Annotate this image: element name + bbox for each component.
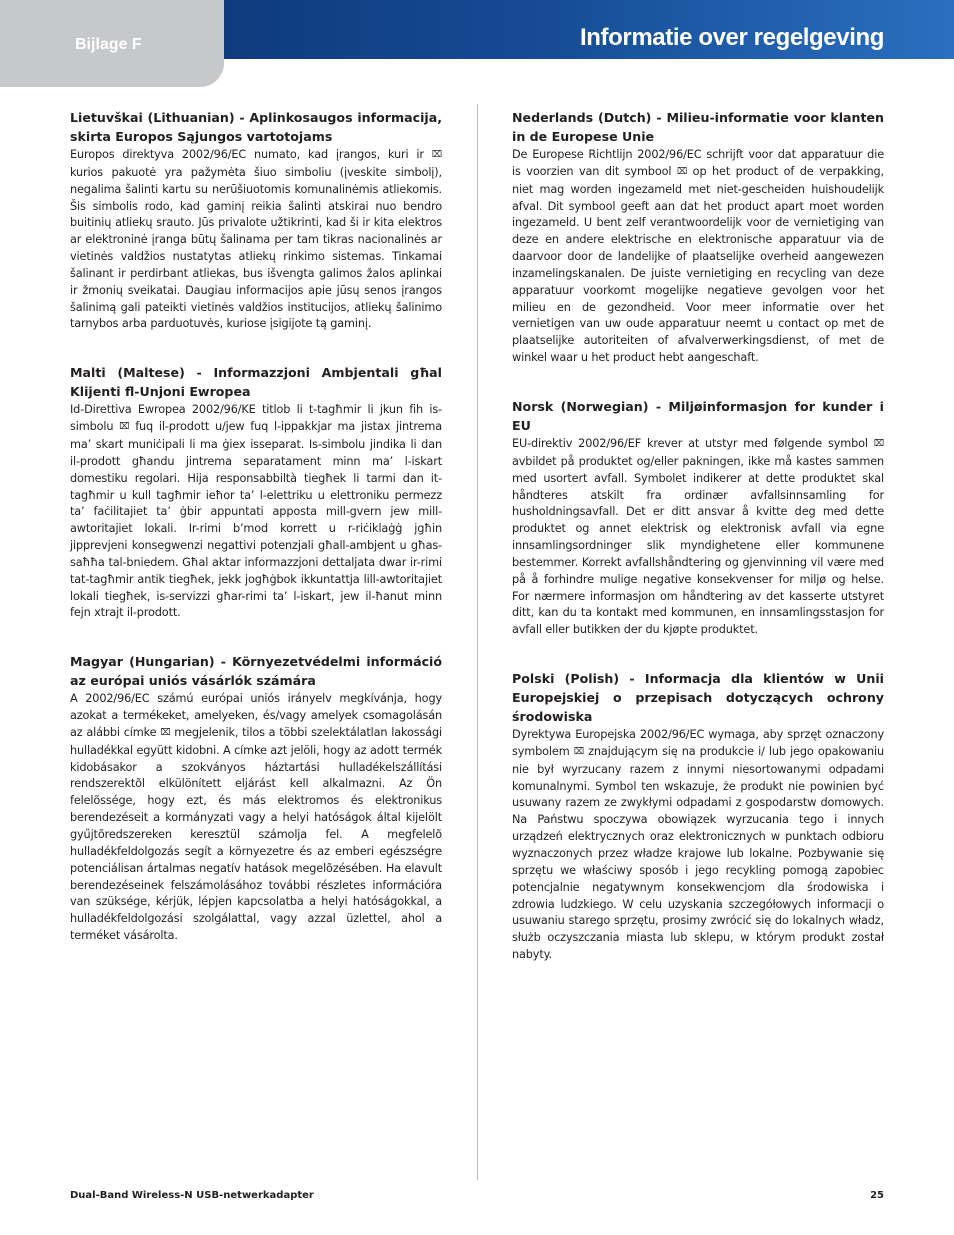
- appendix-tab: [0, 0, 224, 87]
- wheelie-bin-icon: ⌧: [676, 166, 688, 177]
- section-polish: [512, 669, 884, 964]
- section-norwegian: [512, 397, 884, 639]
- section-heading: Malti (Maltese) - Informazzjoni Ambjentali għal Klijenti fl-Unjoni Ewropea: [70, 365, 442, 400]
- section-maltese: [70, 363, 442, 622]
- page-title: Informatie over regelgeving: [580, 24, 884, 51]
- section-heading: Norsk (Norwegian) - Miljøinformasjon for kunder i EU: [512, 398, 884, 433]
- section-heading: Nederlands (Dutch) - Milieu-informatie voor klanten in de Europese Unie: [512, 110, 884, 144]
- section-dutch: [512, 108, 884, 367]
- section-body: Europos direktyva 2002/96/EC numato, kad įrangos, kuri ir ⌧ kurios pakuotė yra pažymėta šiuo simboliu (įveskite simbolį), negalima šalinti kartu su nerūšiuotomis komunalinėmis atliekomis. Šis simbolis rodo, kad gaminį reikia šalinti atskirai nuo bendro buitinių atliekų srauto. Jūs privalote užtikrinti, kad ši ir kita elektros ar elektroninė įranga būtų šalinama per tam tikras nacionalinės ar vietinės valdžios nustatytas atliekų rinkimo sistemas. Tinkamai šalinant ir perdirbant atliekas, bus išvengta galimos žalos aplinkai ir žmonių sveikatai. Daugiau informacijos apie jūsų senos įrangos šalinimą gali pateikti vietinės valdžios institucijos, atliekų šalinimo tarnybos arba parduotuvės, kuriose įsigijote tą gaminį.: [70, 148, 442, 331]
- wheelie-bin-icon: ⌧: [119, 422, 130, 433]
- wheelie-bin-icon: ⌧: [573, 746, 584, 757]
- right-column: [512, 108, 884, 994]
- section-heading: Polski (Polish) - Informacja dla klientów w Unii Europejskiej o przepisach dotyczących ochrony środowiska: [512, 671, 884, 725]
- section-body: De Europese Richtlijn 2002/96/EC schrijft voor dat apparatuur die is voorzien van dit symbool ⌧ op het product of de verpakking, niet mag worden ingezameld met niet-gescheiden huishoudelijk afval. Dit symbool geeft aan dat het product apart moet worden ingezameld. U bent zelf verantwoordelijk voor de vernietiging van deze en andere elektrische en elektronische apparatuur via de daarvoor door de landelijke of plaatselijke overheid aangewezen inzamelingskanalen. De juiste vernietiging en recycling van deze apparatuur voorkomt mogelijke negatieve gevolgen voor het milieu en de gezondheid. Voor meer informatie over het vernietigen van uw oude apparatuur neemt u contact op met de plaatselijke autoriteiten of afvalverwerkingsdienst, of met de winkel waar u het product hebt aangeschaft.: [512, 148, 884, 365]
- column-divider: [477, 104, 478, 1180]
- section-body: A 2002/96/EC számú európai uniós irányelv megkívánja, hogy azokat a termékeket, amelyeken, és/vagy amelyek csomagolásán az alábbi címke ⌧ megjelenik, tilos a többi szelektálatlan lakossági hulladékkal együtt kidobni. A címke azt jelöli, hogy az adott termék kidobásakor a szokványos háztartási hulladékelszállítási rendszerektõl elkülönített eljárást kell alkalmazni. Az Ön felelõssége, hogy ezt, és más elektromos és elektronikus berendezéseit a kormányzati vagy a helyi hatóságok által kijelölt gyűjtõredszereken keresztül számolja fel. A megfelelõ hulladékfeldolgozás segít a környezetre és az emberi egészségre potenciálisan ártalmas negatív hatások megelõzésében. Ha elavult berendezéseinek felszámolásához további részletes információra van szüksége, kérjük, lépjen kapcsolatba a helyi hatóságokkal, a hulladékfeldolgozási szolgálattal, vagy azzal üzlettel, ahol a terméket vásárolta.: [70, 692, 442, 943]
- section-body: EU-direktiv 2002/96/EF krever at utstyr med følgende symbol ⌧ avbildet på produktet og/eller pakningen, ikke må kastes sammen med usortert avfall. Symbolet indikerer at dette produktet skal håndteres atskilt fra ordinær avfallsinnsamling for husholdningsavfall. Det er ditt ansvar å kvitte deg med dette produktet og annet elektrisk og elektronisk avfall via egne innsamlingsordninger slik myndighetene eller kommunene bestemmer. Korrekt avfallshåndtering og gjenvinning vil være med på å forhindre mulige negative konsekvenser for miljø og helse. For nærmere informasjon om håndtering av det kasserte utstyret ditt, kan du ta kontakt med kommunen, en innsamlingsstasjon for avfall eller butikken der du kjøpte produktet.: [512, 436, 884, 637]
- wheelie-bin-icon: ⌧: [160, 727, 171, 738]
- section-hungarian: [70, 652, 442, 945]
- appendix-label: Bijlage F: [75, 36, 142, 53]
- section-heading: Magyar (Hungarian) - Környezetvédelmi információ az európai uniós vásárlók számára: [70, 654, 442, 689]
- section-body: Id-Direttiva Ewropea 2002/96/KE titlob li t-tagħmir li jkun fih is-simbolu ⌧ fuq il-prodott u/jew fuq l-ippakkjar ma jistax jintrema ma’ skart muniċipali li ma ġiex isseparat. Is-simbolu jindika li dan il-prodott għandu jintrema separatament minn ma’ l-iskart domestiku regolari. Hija responsabbiltà tiegħek li tarmi dan it-tagħmir u kull tagħmir ieħor ta’ l-elettriku u elettroniku permezz ta’ faċilitajiet ta’ ġbir appuntati apposta mill-gvern jew mill-awtoritajiet lokali. Ir-rimi b’mod korrett u r-riċiklaġġ jgħin jipprevjeni konsegwenzi negattivi potenzjali għall-ambjent u għas-saħħa tal-bniedem. Għal aktar informazzjoni dettaljata dwar ir-rimi tat-tagħmir antik tiegħek, jekk jogħġbok ikkuntattja lill-awtoritajiet lokali tiegħek, is-servizzi għar-rimi ta’ l-iskart, jew il-ħanut minn fejn xtrajt il-prodott.: [70, 403, 442, 620]
- wheelie-bin-icon: ⌧: [873, 438, 884, 449]
- left-column: [70, 108, 442, 975]
- footer-product-name: Dual-Band Wireless-N USB-netwerkadapter: [70, 1190, 314, 1201]
- wheelie-bin-icon: ⌧: [431, 150, 442, 160]
- section-body: Dyrektywa Europejska 2002/96/EC wymaga, aby sprzęt oznaczony symbolem ⌧ znajdującym się na produkcie i/ lub jego opakowaniu nie był wyrzucany razem z innymi niesortowanymi odpadami komunalnymi. Symbol ten wskazuje, że produkt nie powinien być usuwany razem ze zwykłymi odpadami z gospodarstw domowych. Na Państwu spoczywa obowiązek wyrzucania tego i innych urządzeń elektrycznych oraz elektronicznych w punktach odbioru wyznaczonych przez władze krajowe lub lokalne. Pozbywanie się sprzętu we właściwy sposób i jego recykling pomogą zapobiec potencjalnie negatywnym konsekwencjom dla środowiska i zdrowia ludzkiego. W celu uzyskania szczegółowych informacji o usuwaniu starego sprzętu, prosimy zwrócić się do lokalnych władz, służb oczyszczania miasta lub sklepu, w którym produkt został nabyty.: [512, 728, 885, 962]
- section-heading: Lietuvškai (Lithuanian) - Aplinkosaugos informacija, skirta Europos Sąjungos vartotojams: [70, 110, 442, 144]
- section-lithuanian: [70, 108, 442, 333]
- footer-page-number: 25: [870, 1190, 884, 1201]
